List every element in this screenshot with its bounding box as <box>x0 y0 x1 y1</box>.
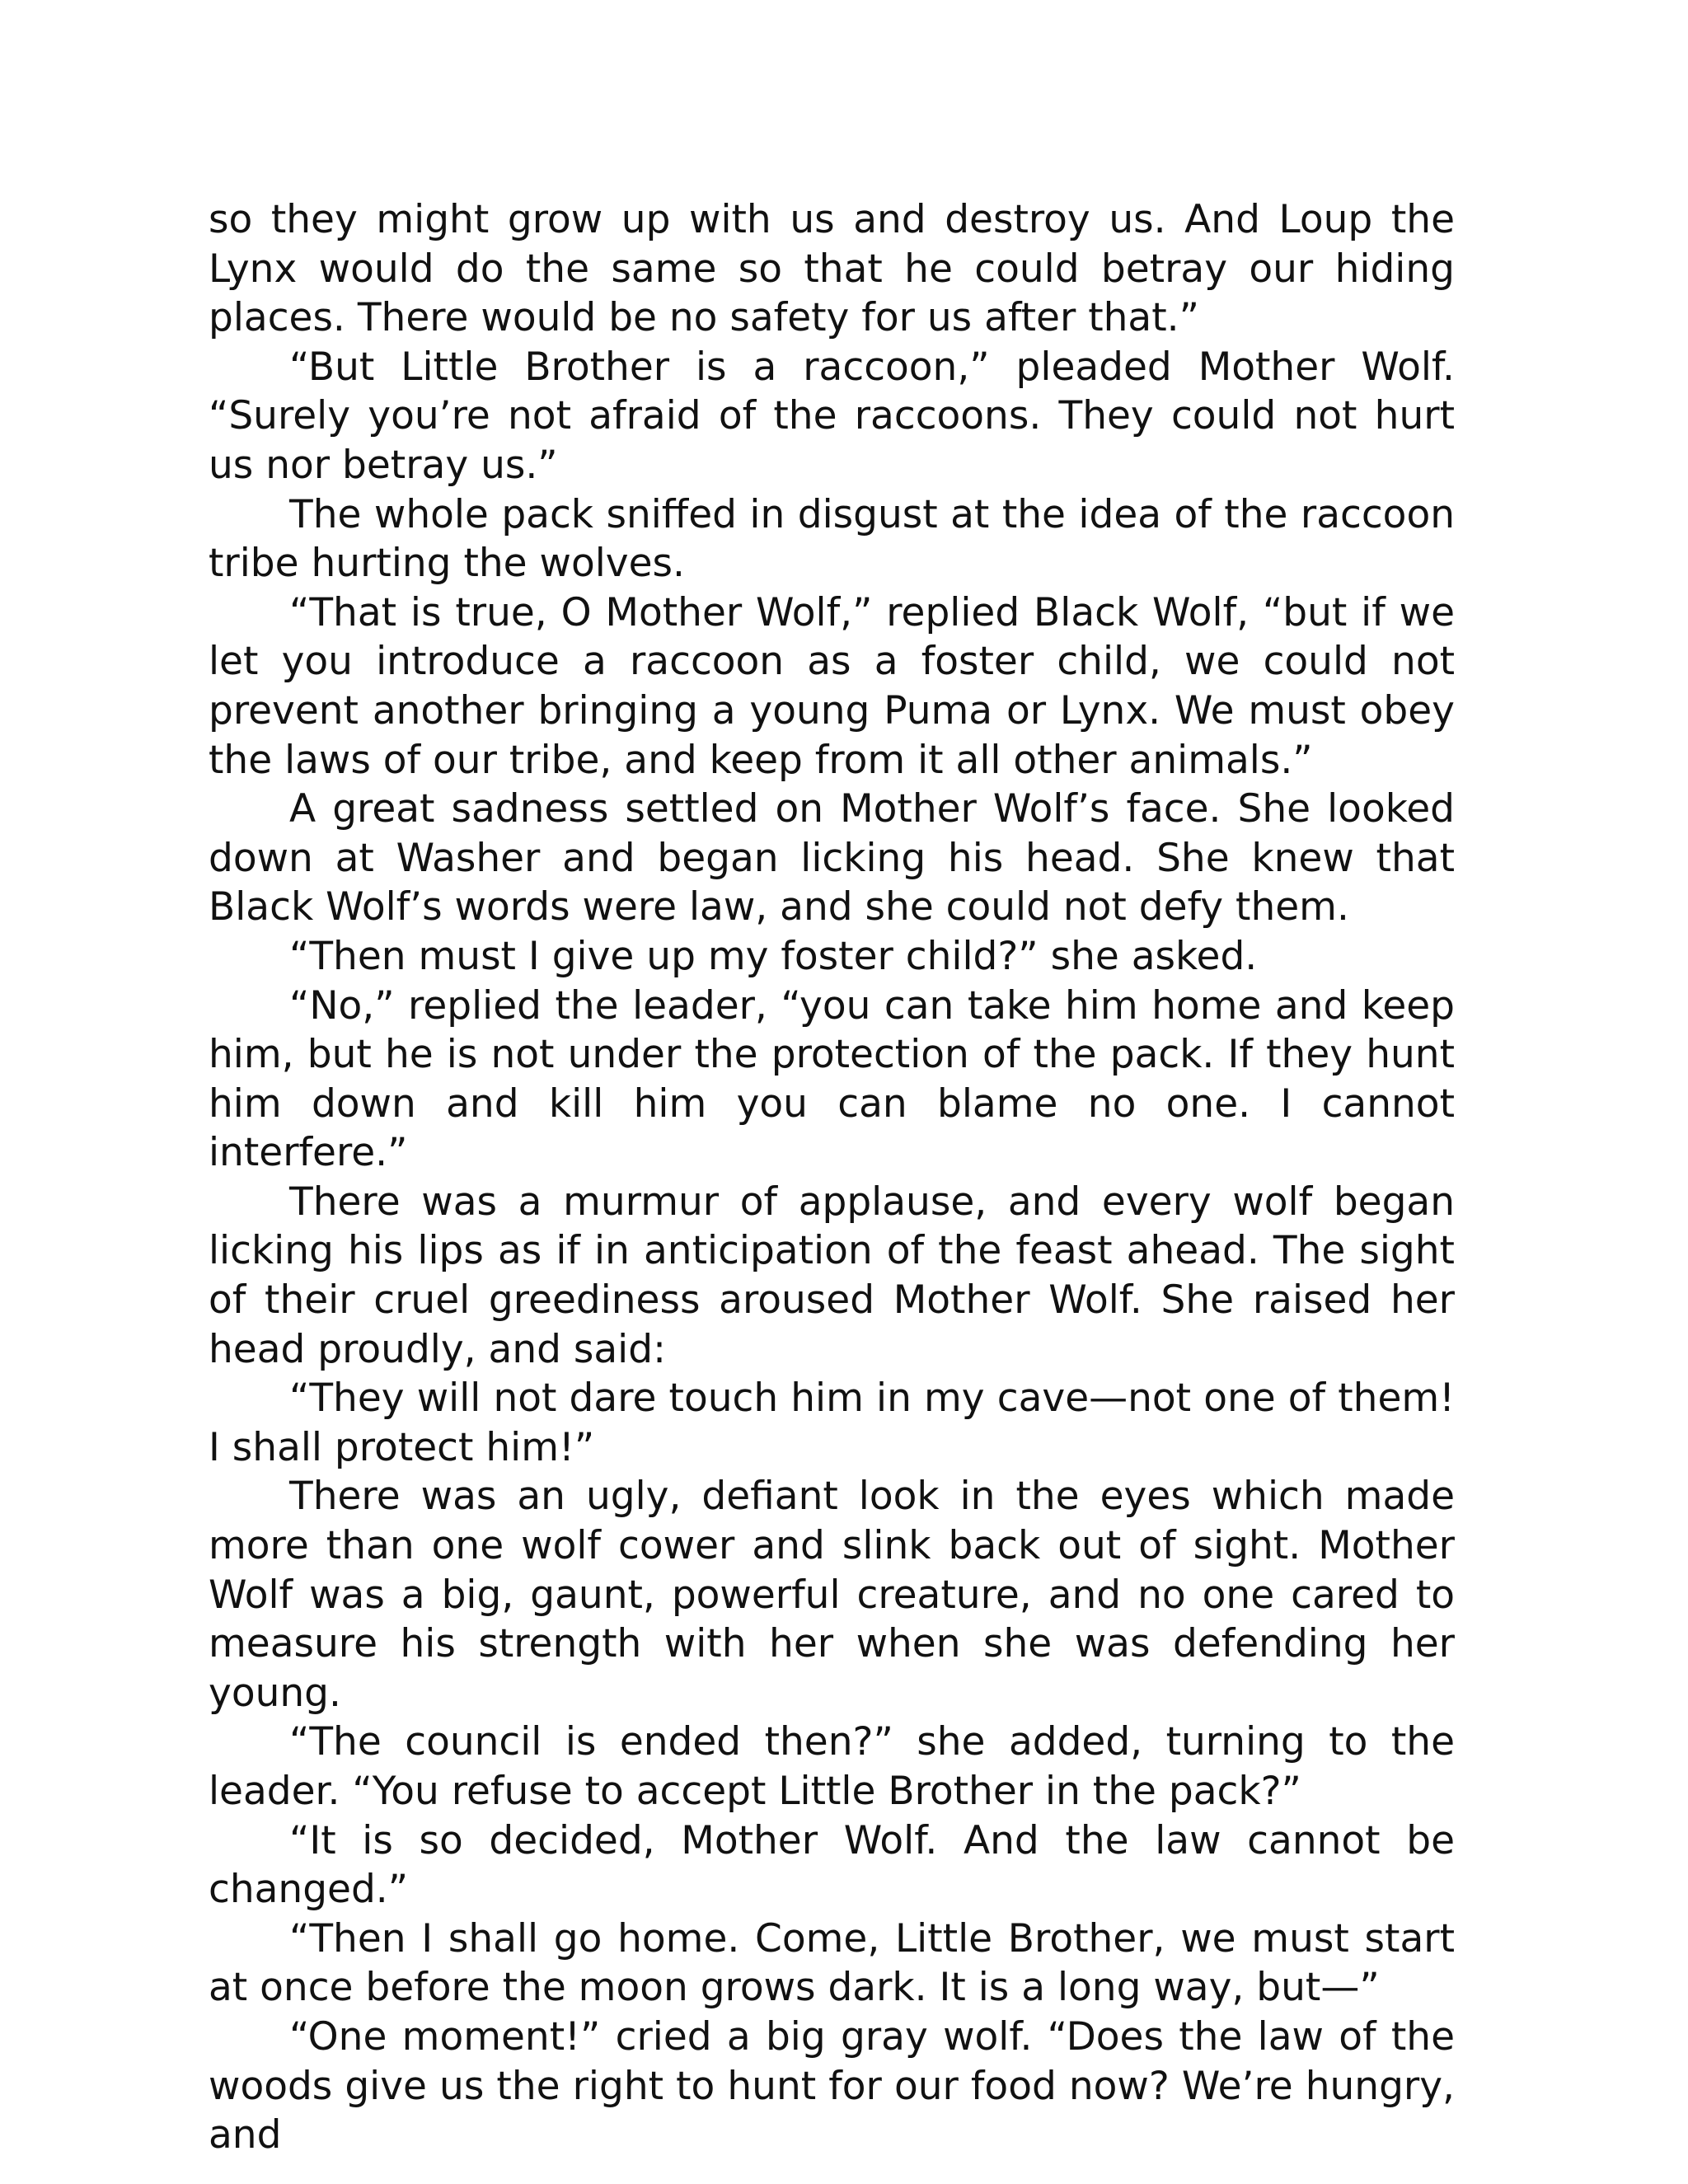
paragraph: The whole pack sniffed in disgust at the idea of the raccoon tribe hurting the wolves. <box>209 491 1455 587</box>
paragraph: “One moment!” cried a big gray wolf. “Does the law of the woods give us the right to hunt for our food now? We’re hungry, and <box>209 2013 1455 2158</box>
paragraph: There was a murmur of applause, and every wolf began licking his lips as if in anticipation of the feast ahead. The sight of their cruel greediness aroused Mother Wolf. She raised her head proudly, and said: <box>209 1179 1455 1372</box>
paragraph: “No,” replied the leader, “you can take him home and keep him, but he is not under the protection of the pack. If they hunt him down and kill him you can blame no one. I cannot interfere.” <box>209 982 1455 1176</box>
paragraph: “Then I shall go home. Come, Little Brother, we must start at once before the moon grows dark. It is a long way, but—” <box>209 1915 1455 2011</box>
paragraph: There was an ugly, defiant look in the eyes which made more than one wolf cower and slink back out of sight. Mother Wolf was a big, gaunt, powerful creature, and no one cared to measure his strength with her when she was defending her young. <box>209 1474 1455 1716</box>
paragraph: “It is so decided, Mother Wolf. And the law cannot be changed.” <box>209 1817 1455 1913</box>
paragraph: “They will not dare touch him in my cave—not one of them! I shall protect him!” <box>209 1376 1455 1470</box>
paragraph: “That is true, O Mother Wolf,” replied Black Wolf, “but if we let you introduce a raccoon as a foster child, we could not prevent another bringing a young Puma or Lynx. We must obey the laws of our tribe, and keep from it all other animals.” <box>209 589 1455 783</box>
paragraph: “But Little Brother is a raccoon,” pleaded Mother Wolf. “Surely you’re not afraid of the raccoons. They could not hurt us nor betray us.” <box>209 344 1455 488</box>
page-body <box>209 195 1455 2160</box>
paragraph: so they might grow up with us and destroy us. And Loup the Lynx would do the same so that he could betray our hiding places. There would be no safety for us after that.” <box>209 197 1455 341</box>
paragraph: “Then must I give up my foster child?” she asked. <box>289 933 1258 979</box>
paragraph: “The council is ended then?” she added, turning to the leader. “You refuse to accept Little Brother in the pack?” <box>209 1719 1455 1814</box>
paragraph: A great sadness settled on Mother Wolf’s face. She looked down at Washer and began licking his head. She knew that Black Wolf’s words were law, and she could not defy them. <box>209 786 1455 930</box>
